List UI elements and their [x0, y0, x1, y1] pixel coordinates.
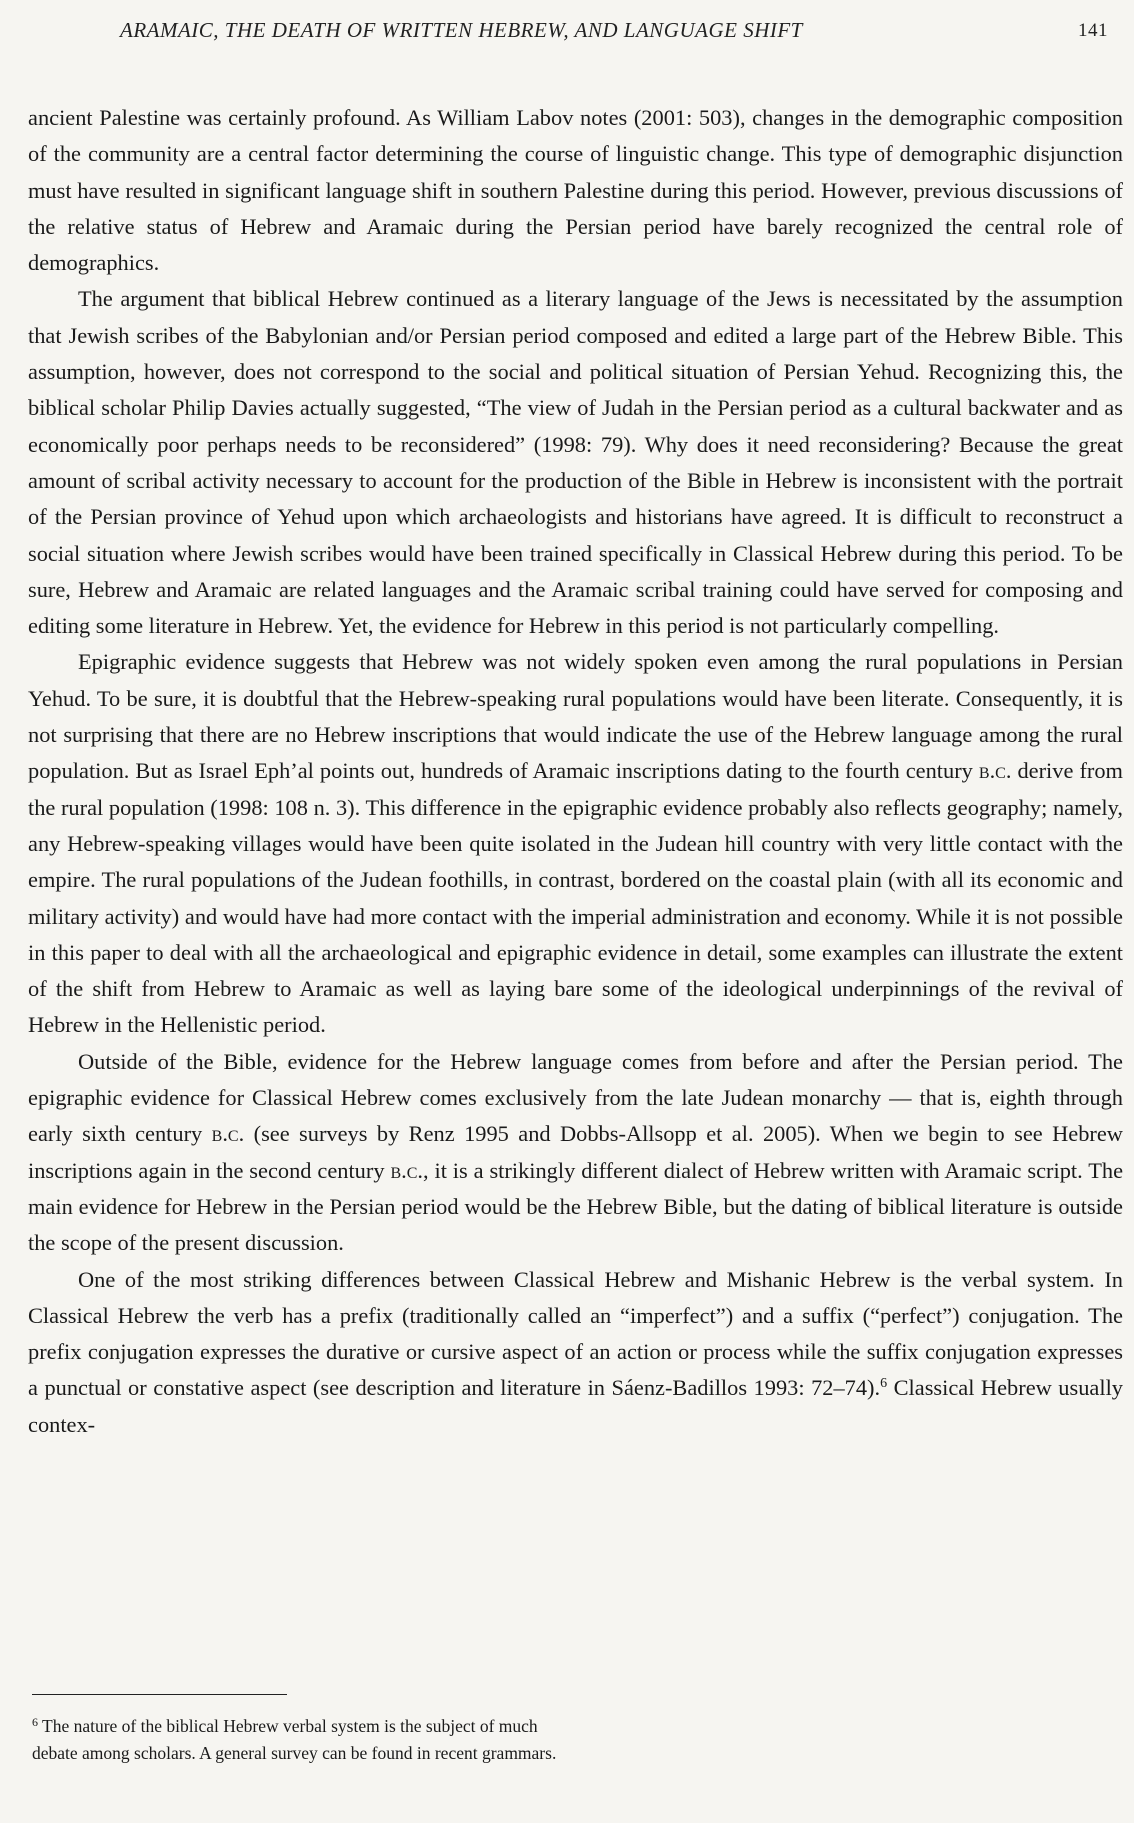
footnote-reference[interactable]: 6	[880, 1376, 888, 1392]
running-title: ARAMAIC, THE DEATH OF WRITTEN HEBREW, AND LANGUAGE SHIFT	[120, 18, 803, 42]
era-abbreviation: b.c.	[978, 758, 1012, 784]
paragraph-3	[28, 644, 1123, 1043]
footnote-divider	[32, 1694, 287, 1695]
paragraph-5	[28, 1262, 1123, 1443]
body-text	[28, 100, 1123, 1443]
paragraph-4-part-c: , it is a strikingly different dialect of Hebrew written with Aramaic script. The main evidence for Hebrew in the Persian period would be the Hebrew Bible, but the dating of biblical literature is outside the scope of the present discussion.	[28, 1157, 1124, 1256]
footnote-mark: 6	[32, 1715, 38, 1729]
era-abbreviation: b.c.	[211, 1121, 245, 1147]
paragraph-4	[28, 1044, 1123, 1262]
paragraph-4-part-b: (see surveys by Renz 1995 and Dobbs-Allsopp et al. 2005). When we begin to see Hebrew inscriptions again in the second century	[28, 1121, 1123, 1183]
paragraph-5-part-a: One of the most striking differences between Classical Hebrew and Mishanic Hebrew is the verbal system. In Classical Hebrew the verb has a prefix (traditionally called an “imperfect”) and a suffix (“perfect”) conjugation. The prefix conjugation expresses the durative or cursive aspect of an action or process while the suffix conjugation expresses a punctual or constative aspect (see description and literature in Sáenz-Badillos 1993: 72–74).	[28, 1266, 1123, 1401]
paragraph-3-part-a: Epigraphic evidence suggests that Hebrew was not widely spoken even among the rural populations in Persian Yehud. To be sure, it is doubtful that the Hebrew-speaking rural populations would have been literate. Consequently, it is not surprising that there are no Hebrew inscriptions that would indicate the use of the Hebrew language among the rural population. But as Israel Eph’al points out, hundreds of Aramaic inscriptions dating to the fourth century	[28, 649, 1123, 784]
paragraph-1: ancient Palestine was certainly profound. As William Labov notes (2001: 503), changes in the demographic composition of the community are a central factor determining the course of linguistic change. This type of demographic disjunction must have resulted in significant language shift in southern Palestine during this period. However, previous discussions of the relative status of Hebrew and Aramaic during the Persian period have barely recognized the central role of demographics.	[28, 105, 1123, 276]
paragraph-3-part-b: derive from the rural population (1998: 108 n. 3). This difference in the epigraphic evidence probably also reflects geography; namely, any Hebrew-speaking villages would have been quite isolated in the Judean hill country with very little contact with the empire. The rural populations of the Judean foothills, in contrast, bordered on the coastal plain (with all its economic and military activity) and would have had more contact with the imperial administration and economy. While it is not possible in this paper to deal with all the archaeological and epigraphic evidence in detail, some examples can illustrate the extent of the shift from Hebrew to Aramaic as well as laying bare some of the ideological underpinnings of the revival of Hebrew in the Hellenistic period.	[28, 758, 1123, 1038]
paragraph-5-part-b: Classical Hebrew usually contex-	[28, 1375, 1123, 1437]
footnote	[32, 1713, 572, 1767]
paragraph-4-part-a: Outside of the Bible, evidence for the Hebrew language comes from before and after the Persian period. The epigraphic evidence for Classical Hebrew comes exclusively from the late Judean monarchy — that is, eighth through early sixth century	[28, 1048, 1123, 1147]
era-abbreviation: b.c.	[390, 1157, 423, 1183]
footnote-text: The nature of the biblical Hebrew verbal system is the subject of much debate among scholars. A general survey can be found in recent grammars.	[32, 1716, 557, 1763]
page-number: 141	[1078, 20, 1108, 41]
paragraph-2: The argument that biblical Hebrew continued as a literary language of the Jews is necessitated by the assumption that Jewish scribes of the Babylonian and/or Persian period composed and edited a large part of the Hebrew Bible. This assumption, however, does not correspond to the social and political situation of Persian Yehud. Recognizing this, the biblical scholar Philip Davies actually suggested, “The view of Judah in the Persian period as a cultural backwater and as economically poor perhaps needs to be reconsidered” (1998: 79). Why does it need reconsidering? Because the great amount of scribal activity necessary to account for the production of the Bible in Hebrew is inconsistent with the portrait of the Persian province of Yehud upon which archaeologists and historians have agreed. It is difficult to reconstruct a social situation where Jewish scribes would have been trained specifically in Classical Hebrew during this period. To be sure, Hebrew and Aramaic are related languages and the Aramaic scribal training could have served for composing and editing some literature in Hebrew. Yet, the evidence for Hebrew in this period is not particularly compelling.	[28, 286, 1123, 639]
